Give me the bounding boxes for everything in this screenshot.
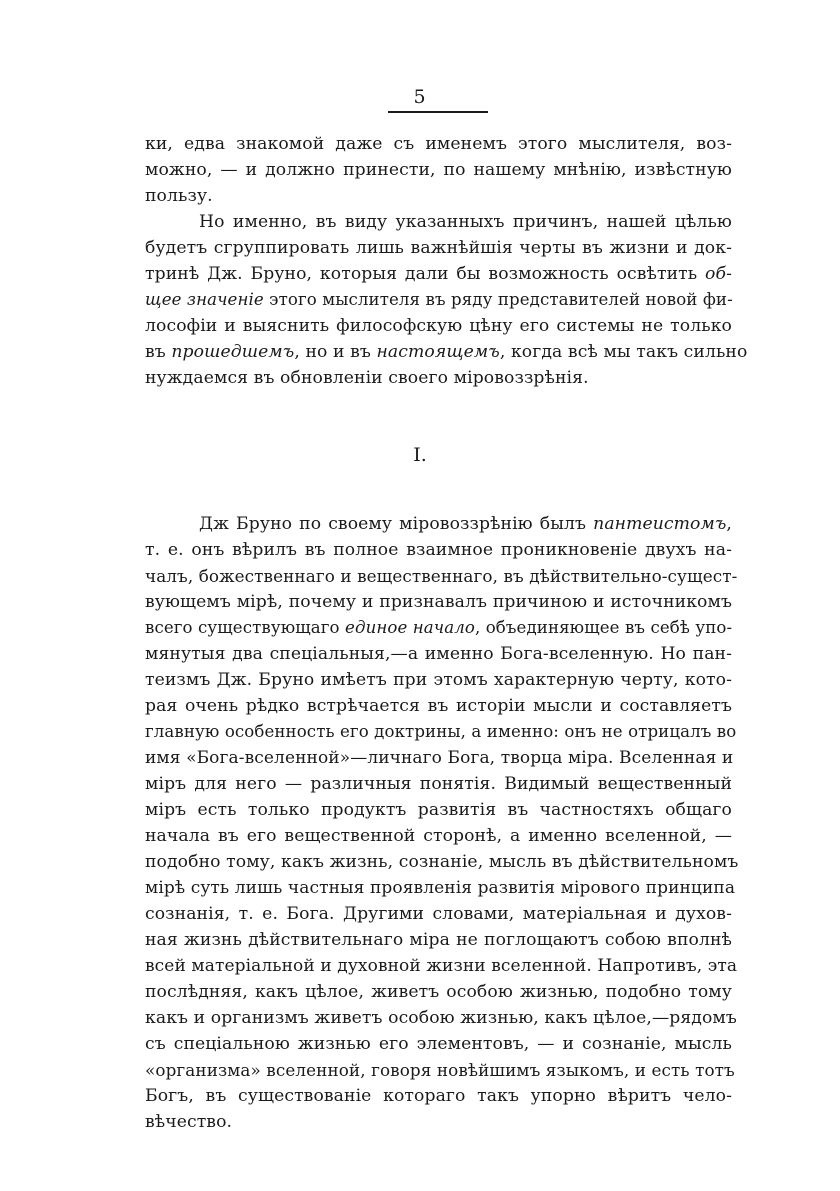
paragraph-2: [145, 209, 748, 391]
paragraph-1: [145, 131, 732, 209]
text-line: Но именно, въ виду указанныхъ причинъ, нашей цѣлью: [199, 212, 732, 232]
text-line: міръ есть только продуктъ развитія въ частностяхъ общаго: [145, 800, 732, 820]
text-line: чалъ, божественнаго и вещественнаго, въ дѣйствительно-сущест-: [145, 566, 738, 586]
paragraph-3: [145, 511, 739, 1135]
text-line: можно, — и должно принести, по нашему мнѣнію, извѣстную: [145, 160, 732, 180]
text-line: съ спеціальною жизнью его элементовъ, — и сознаніе, мысль: [145, 1034, 732, 1054]
text-line: всей матеріальной и духовной жизни вселенной. Напротивъ, эта: [145, 956, 738, 976]
text-line: въ прошедшемъ, но и въ настоящемъ, когда всѣ мы такъ сильно: [145, 342, 748, 362]
page-number-rule: [388, 111, 488, 113]
text-line: пользу.: [145, 186, 213, 206]
text-line: Богъ, въ существованіе котораго такъ упорно вѣритъ чело-: [145, 1086, 732, 1106]
text-line: нуждаемся въ обновленіи своего міровоззрѣнія.: [145, 368, 589, 388]
text-line: всего существующаго единое начало, объединяющее въ себѣ упо-: [145, 618, 733, 637]
text-line: имя «Бога-вселенной»—личнаго Бога, творца міра. Вселенная и: [145, 748, 734, 768]
text-line: сознанія, т. е. Бога. Другими словами, матеріальная и духов-: [145, 904, 732, 924]
text-line: теизмъ Дж. Бруно имѣетъ при этомъ характерную черту, кото-: [145, 670, 732, 690]
text-line: рая очень рѣдко встрѣчается въ исторіи мысли и составляетъ: [145, 696, 732, 716]
text-line: мірѣ суть лишь частныя проявленія развитія мірового принципа: [145, 878, 736, 898]
text-line: лософіи и выяснить философскую цѣну его системы не только: [145, 316, 732, 336]
section-heading: I.: [413, 444, 427, 466]
text-line: подобно тому, какъ жизнь, сознаніе, мысль въ дѣйствительномъ: [145, 852, 739, 872]
page-number: 5: [413, 86, 427, 108]
text-line: ки, едва знакомой даже съ именемъ этого мыслителя, воз-: [145, 134, 732, 154]
text-line: главную особенность его доктрины, а именно: онъ не отрицалъ во: [145, 722, 737, 741]
text-line: т. е. онъ вѣрилъ въ полное взаимное проникновеніе двухъ на-: [145, 540, 732, 560]
text-line: міръ для него — различныя понятія. Видимый вещественный: [145, 774, 732, 794]
text-line: вующемъ мірѣ, почему и признавалъ причиною и источникомъ: [145, 592, 732, 612]
text-line: мянутыя два спеціальныя,—а именно Бога-вселенную. Но пан-: [145, 644, 732, 664]
text-line: послѣдняя, какъ цѣлое, живетъ особою жизнью, подобно тому: [145, 982, 732, 1002]
text-line: Дж Бруно по своему міровоззрѣнію былъ пантеистомъ,: [199, 514, 732, 534]
text-line: ная жизнь дѣйствительнаго міра не поглощаютъ собою вполнѣ: [145, 930, 732, 950]
text-line: «организма» вселенной, говоря новѣйшимъ языкомъ, и есть тотъ: [145, 1060, 735, 1080]
text-line: щее значеніе этого мыслителя въ ряду представителей новой фи-: [145, 290, 733, 309]
text-line: начала въ его вещественной сторонѣ, а именно вселенной, —: [145, 826, 732, 846]
text-line: будетъ сгруппировать лишь важнѣйшія черты въ жизни и док-: [145, 238, 732, 258]
text-line: какъ и организмъ живетъ особою жизнью, какъ цѣлое,—рядомъ: [145, 1008, 737, 1028]
text-line: вѣчество.: [145, 1112, 233, 1132]
text-line: тринѣ Дж. Бруно, которыя дали бы возможность освѣтить об-: [145, 264, 732, 284]
